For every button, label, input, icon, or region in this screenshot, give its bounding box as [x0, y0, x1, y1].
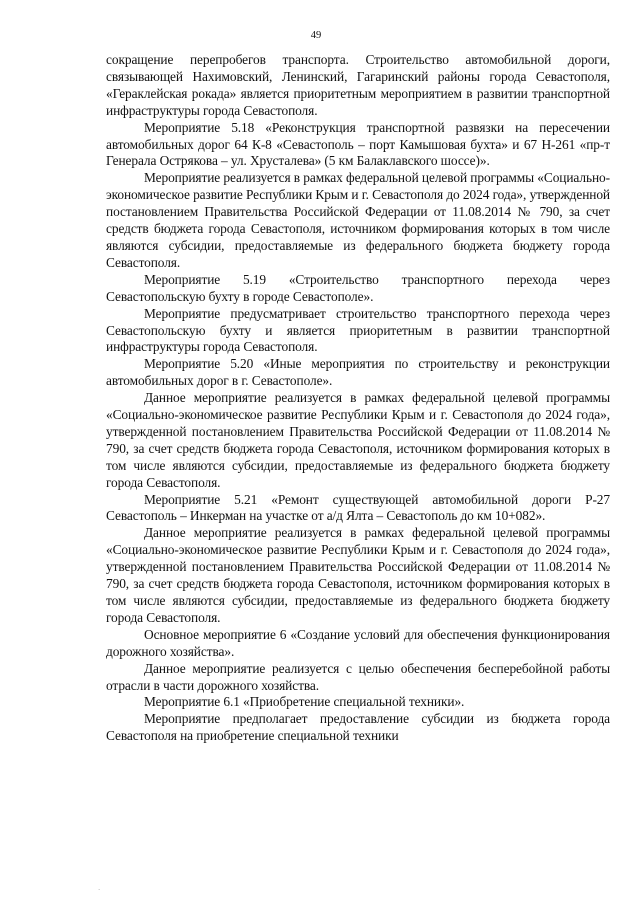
paragraph-12: Мероприятие 6.1 «Приобретение специальной техники».	[144, 694, 465, 710]
paragraph-13: Мероприятие предполагает предоставление субсидии из бюджета города Севастополя на приобретение специальной техники	[106, 711, 610, 744]
document-body	[106, 52, 610, 745]
paragraph-3: Мероприятие реализуется в рамках федеральной целевой программы «Социально-экономическое развитие Республики Крым и г. Севастополя до 2024 года», утвержденной постановлением Правительства Российской Федерации от 11.08.2014 № 790, за счет средств бюджета города Севастополя, источником формирования которых в том числе являются субсидии, предоставляемые из федерального бюджета бюджету города Севастополя.	[106, 170, 610, 270]
scan-mark: `	[98, 888, 101, 896]
paragraph-11: Данное мероприятие реализуется с целью обеспечения бесперебойной работы отрасли в части дорожного хозяйства.	[106, 660, 610, 693]
paragraph-4: Мероприятие 5.19 «Строительство транспортного перехода через Севастопольскую бухту в городе Севастополе».	[106, 271, 610, 304]
paragraph-7: Данное мероприятие реализуется в рамках федеральной целевой программы «Социально-экономическое развитие Республики Крым и г. Севастополя до 2024 года», утвержденной постановлением Правительства Российской Федерации от 11.08.2014 № 790, за счет средств бюджета города Севастополя, источником формирования которых в том числе являются субсидии, предоставляемые из федерального бюджета бюджету города Севастополя.	[106, 390, 610, 490]
paragraph-10: Основное мероприятие 6 «Создание условий для обеспечения функционирования дорожного хозяйства».	[106, 626, 610, 659]
page-number: 49	[310, 30, 322, 41]
paragraph-9: Данное мероприятие реализуется в рамках федеральной целевой программы «Социально-экономическое развитие Республики Крым и г. Севастополя до 2024 года», утвержденной постановлением Правительства Российской Федерации от 11.08.2014 № 790, за счет средств бюджета города Севастополя, источником формирования которых в том числе являются субсидии, предоставляемые из федерального бюджета бюджету города Севастополя.	[106, 525, 610, 625]
paragraph-2: Мероприятие 5.18 «Реконструкция транспортной развязки на пересечении автомобильных дорог 64 К-8 «Севастополь – порт Камышовая бухта» и 67 Н-261 «пр-т Генерала Острякова – ул. Хрусталева» (5 км Балаклавского шоссе)».	[106, 119, 610, 169]
paragraph-8: Мероприятие 5.21 «Ремонт существующей автомобильной дороги Р-27 Севастополь – Инкерман на участке от а/д Ялта – Севастополь до км 10+082».	[106, 491, 610, 524]
paragraph-5: Мероприятие предусматривает строительство транспортного перехода через Севастопольскую бухту и является приоритетным в развитии транспортной инфраструктуры города Севастополя.	[106, 305, 610, 355]
paragraph-6: Мероприятие 5.20 «Иные мероприятия по строительству и реконструкции автомобильных дорог в г. Севастополе».	[106, 356, 610, 389]
paragraph-1: сокращение перепробегов транспорта. Строительство автомобильной дороги, связывающей Нахимовский, Ленинский, Гагаринский районы города Севастополя, «Гераклейская рокада» является приоритетным мероприятием в развитии транспортной инфраструктуры города Севастополя.	[106, 52, 610, 118]
